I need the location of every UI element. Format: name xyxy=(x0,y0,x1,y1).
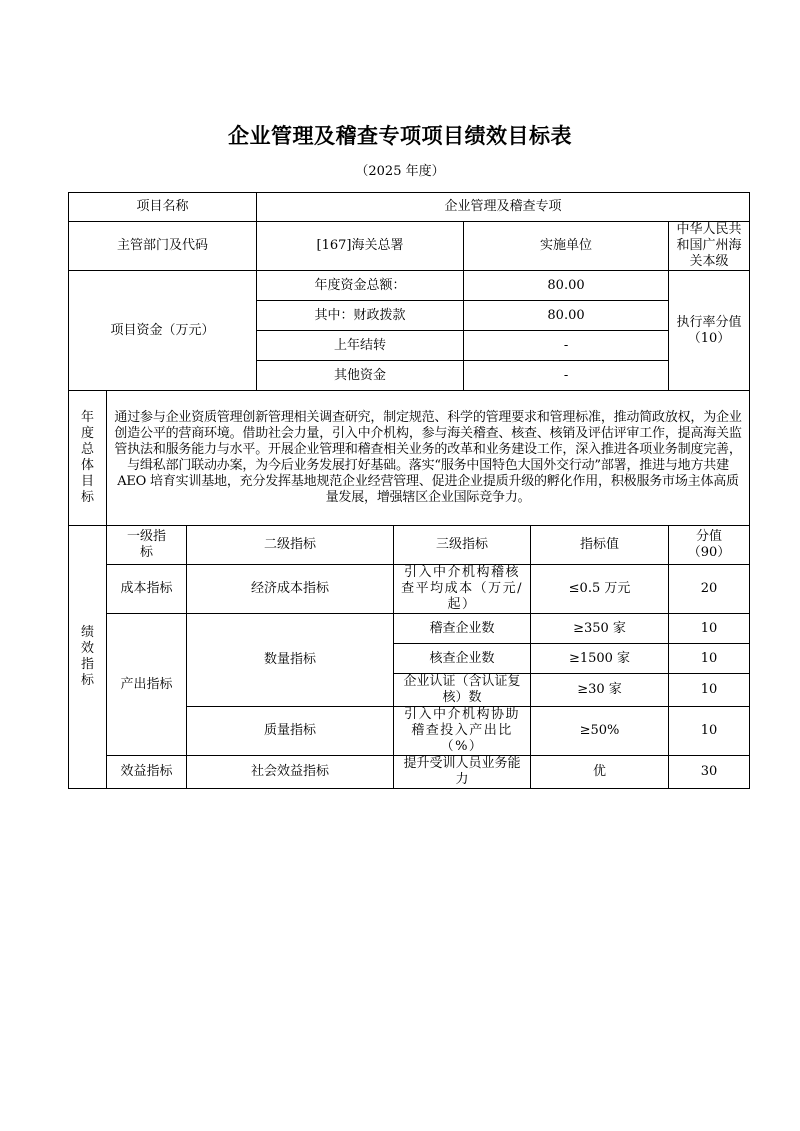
impl-unit-label: 实施单位 xyxy=(464,222,669,271)
quality-value: ≥50% xyxy=(531,707,669,756)
output-level1: 产出指标 xyxy=(107,614,187,756)
funds-total-value: 80.00 xyxy=(464,271,669,301)
funds-label: 项目资金（万元） xyxy=(69,271,257,391)
project-name-value: 企业管理及稽查专项 xyxy=(257,193,750,222)
quantity-3-score: 10 xyxy=(669,674,750,707)
funds-carryover-label: 上年结转 xyxy=(257,331,464,361)
cost-level3: 引入中介机构稽核查平均成本（万元/起） xyxy=(394,565,531,614)
quantity-1-level3: 稽查企业数 xyxy=(394,614,531,644)
quantity-3-level3: 企业认证（含认证复核）数 xyxy=(394,674,531,707)
exec-rate-label: 执行率分值（10） xyxy=(669,271,750,391)
fiscal-year: （2025 年度） xyxy=(355,164,445,179)
benefit-score: 30 xyxy=(669,756,750,789)
cost-value: ≤0.5 万元 xyxy=(531,565,669,614)
quality-level2: 质量指标 xyxy=(187,707,394,756)
quality-score: 10 xyxy=(669,707,750,756)
row-benefit-indicator xyxy=(69,756,750,789)
quantity-1-value: ≥350 家 xyxy=(531,614,669,644)
impl-unit-value: 中华人民共和国广州海关本级 xyxy=(669,222,750,271)
funds-fiscal-value: 80.00 xyxy=(464,301,669,331)
quantity-2-value: ≥1500 家 xyxy=(531,644,669,674)
header-value: 指标值 xyxy=(531,526,669,565)
row-department xyxy=(69,222,750,271)
quantity-1-score: 10 xyxy=(669,614,750,644)
row-project-name xyxy=(69,193,750,222)
header-score: 分值（90） xyxy=(669,526,750,565)
annual-goal-text: 通过参与企业资质管理创新管理相关调查研究，制定规范、科学的管理要求和管理标准，推动简政放权，为企业创造公平的营商环境。借助社会力量，引入中介机构，参与海关稽查、核查、核销及评估评审工作，提高海关监管执法和服务能力与水平。开展企业管理和稽查相关业务的改革和业务建设工作，深入推进各项业务制度完善，与缉私部门联动办案，为今后业务发展打好基础。落实“服务中国特色大国外交行动”部署，推进与地方共建 AEO 培育实训基地，充分发挥基地规范企业经营管理、促进企业提质升级的孵化作用，积极服务市场主体高质量发展，增强辖区企业国际竞争力。 xyxy=(107,391,750,526)
header-level3: 三级指标 xyxy=(394,526,531,565)
funds-other-value: - xyxy=(464,361,669,391)
row-annual-goal xyxy=(69,391,750,526)
funds-other-label: 其他资金 xyxy=(257,361,464,391)
dept-label: 主管部门及代码 xyxy=(69,222,257,271)
cost-level1: 成本指标 xyxy=(107,565,187,614)
quantity-2-level3: 核查企业数 xyxy=(394,644,531,674)
header-level1: 一级指标 xyxy=(107,526,187,565)
quality-level3: 引入中介机构协助稽查投入产出比（%） xyxy=(394,707,531,756)
indicators-label-text: 绩效指标 xyxy=(80,625,94,688)
funds-carryover-value: - xyxy=(464,331,669,361)
indicators-label xyxy=(69,526,107,789)
funds-fiscal-label: 其中：财政拨款 xyxy=(257,301,464,331)
funds-total-label: 年度资金总额： xyxy=(257,271,464,301)
project-name-label: 项目名称 xyxy=(69,193,257,222)
quantity-level2: 数量指标 xyxy=(187,614,394,707)
quantity-3-value: ≥30 家 xyxy=(531,674,669,707)
dept-value: [167]海关总署 xyxy=(257,222,464,271)
benefit-level1: 效益指标 xyxy=(107,756,187,789)
row-funds-total xyxy=(69,271,750,301)
row-indicator-headers xyxy=(69,526,750,565)
row-cost-indicator xyxy=(69,565,750,614)
row-output-quantity-1 xyxy=(69,614,750,644)
cost-level2: 经济成本指标 xyxy=(187,565,394,614)
benefit-level3: 提升受训人员业务能力 xyxy=(394,756,531,789)
benefit-level2: 社会效益指标 xyxy=(187,756,394,789)
page-title: 企业管理及稽查专项项目绩效目标表 xyxy=(228,124,572,148)
performance-table xyxy=(68,192,750,789)
annual-goal-label-text: 年度总体目标 xyxy=(80,410,94,505)
quantity-2-score: 10 xyxy=(669,644,750,674)
header-level2: 二级指标 xyxy=(187,526,394,565)
annual-goal-label xyxy=(69,391,107,526)
benefit-value: 优 xyxy=(531,756,669,789)
cost-score: 20 xyxy=(669,565,750,614)
